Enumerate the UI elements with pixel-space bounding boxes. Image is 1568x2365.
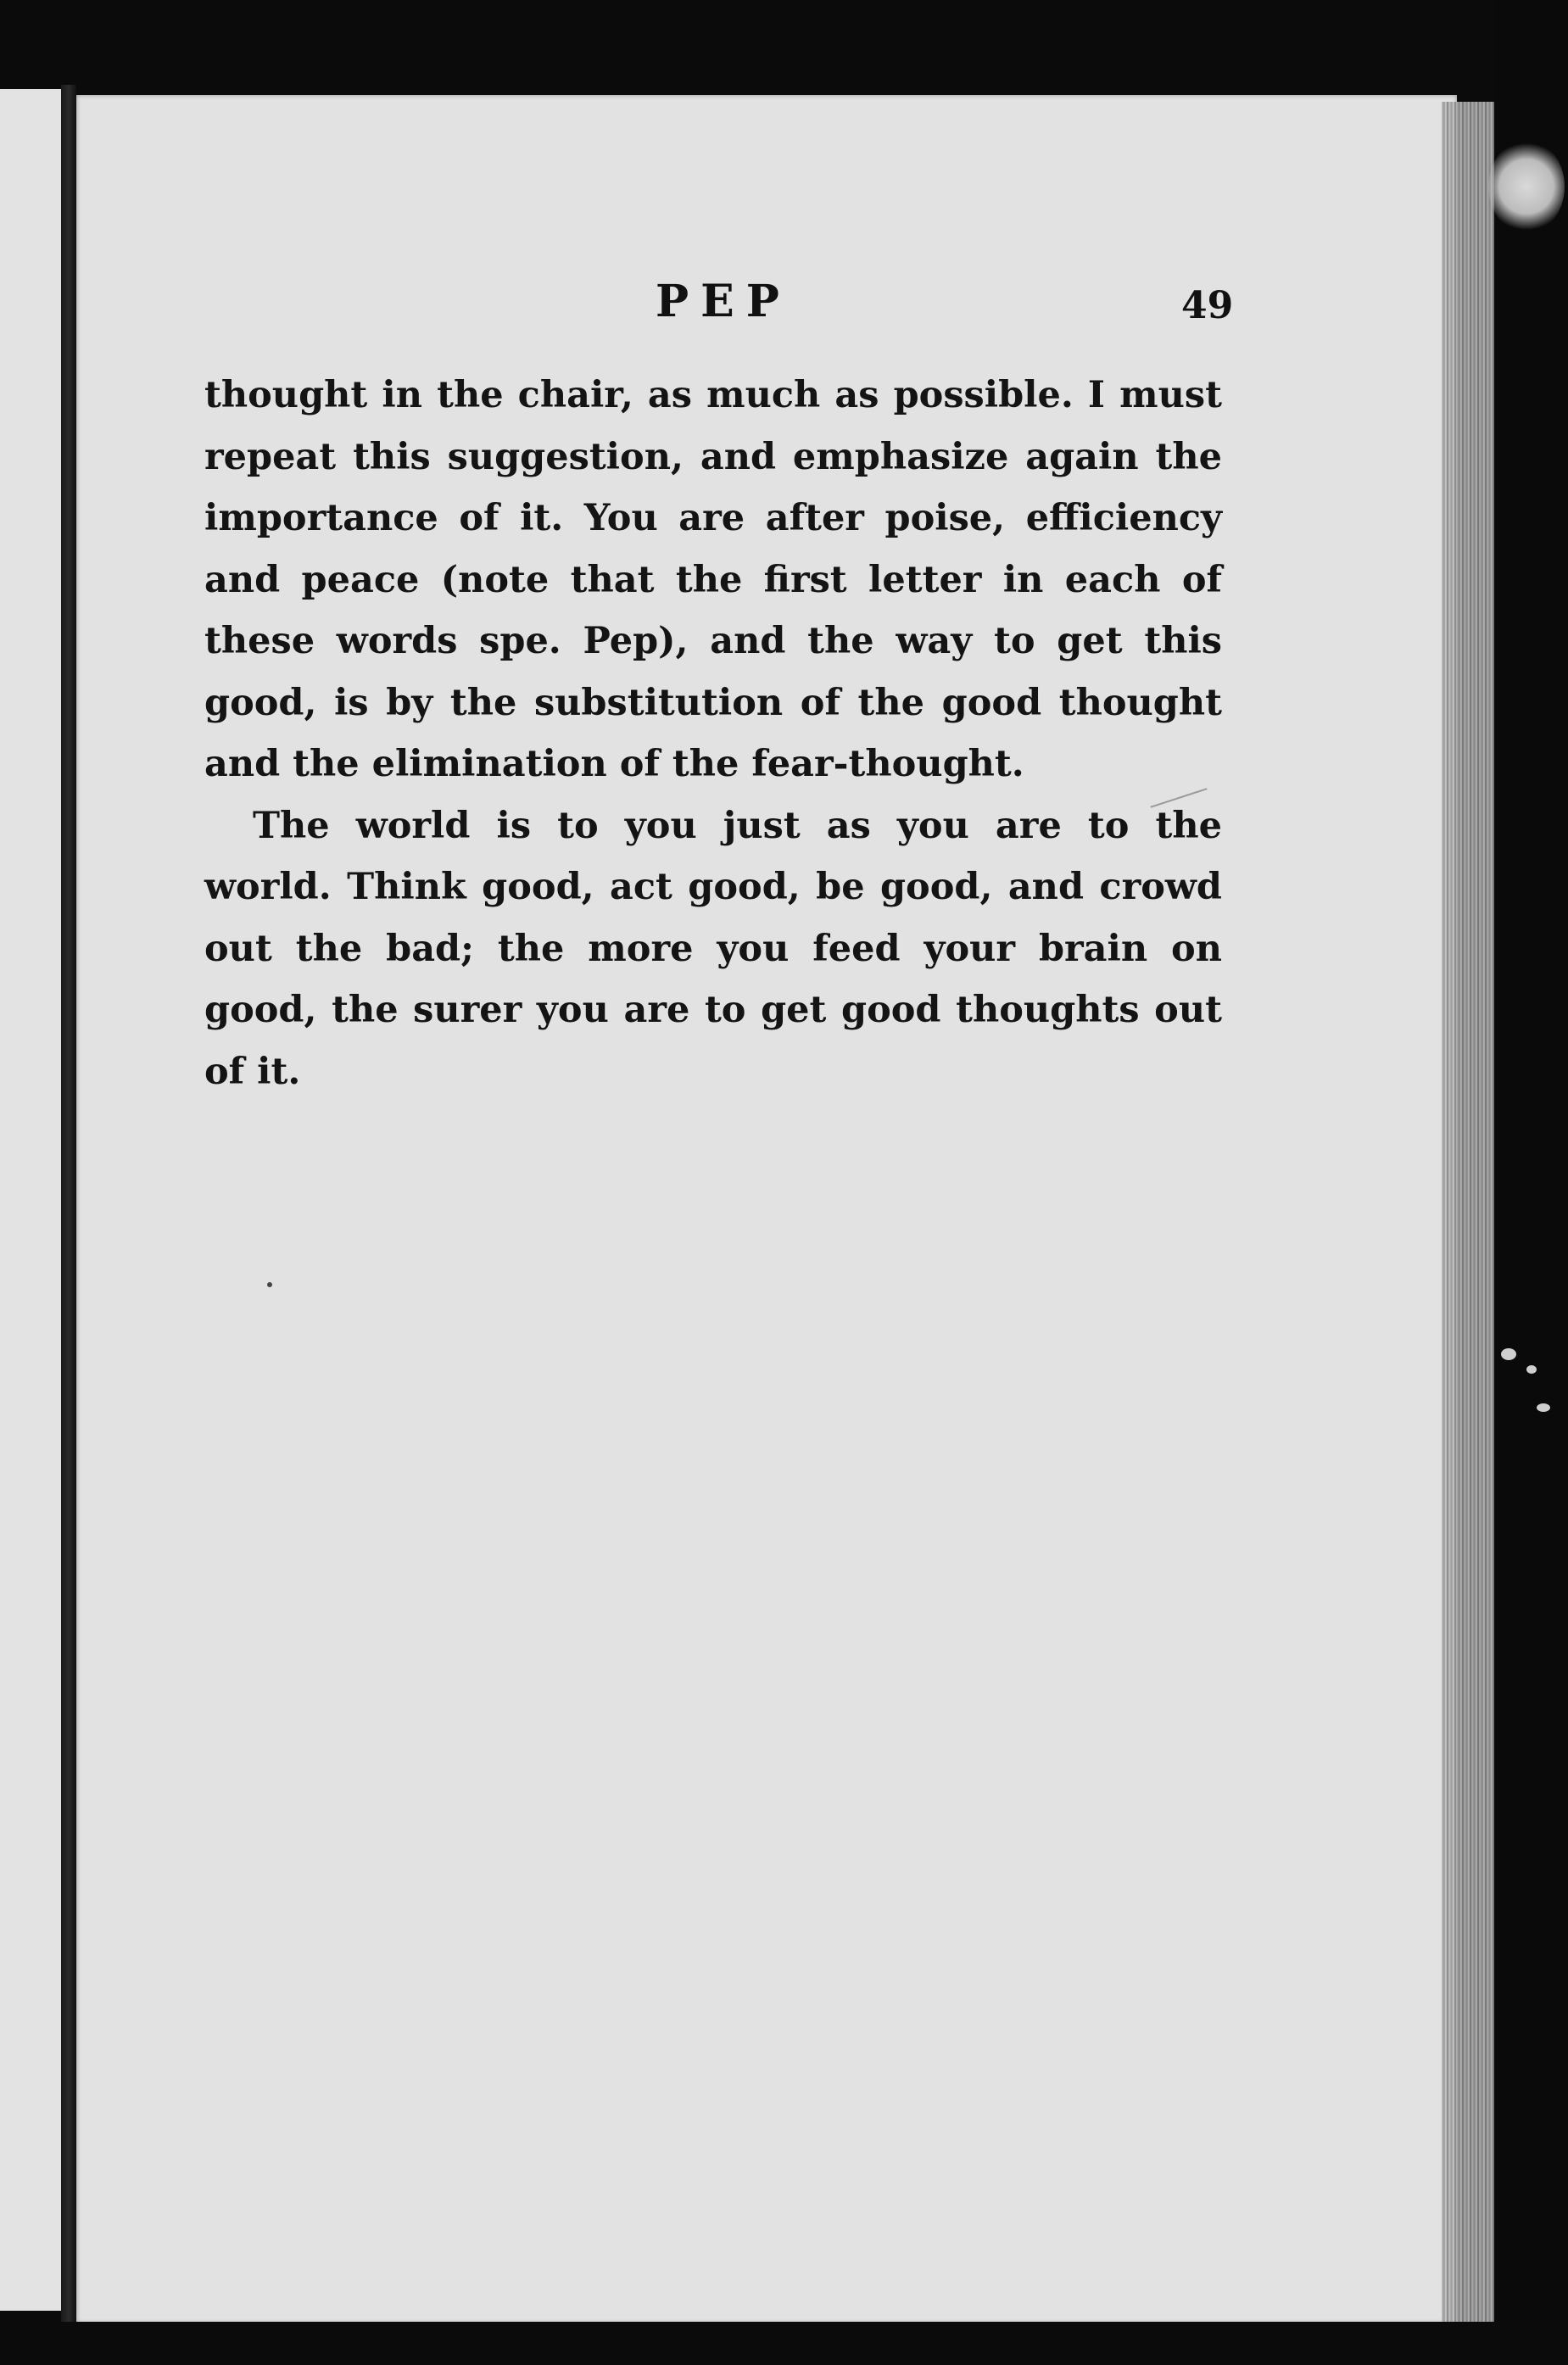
scan-background-right — [1494, 0, 1568, 2365]
page-edge-binding — [1442, 102, 1494, 2349]
paper-smudge — [1488, 140, 1565, 233]
page-number: 49 — [1181, 284, 1234, 327]
running-header — [76, 276, 1264, 335]
paragraph: The world is to you just as you are to the world. Think good, act good, be good, and crowd out the bad; the more you feed your brain on good, the surer you are to get good thoughts out of it. — [204, 804, 1222, 1093]
paper-speck — [1537, 1403, 1550, 1412]
running-head-title: PEP — [656, 276, 791, 327]
scan-background-bottom — [0, 2322, 1568, 2365]
previous-page-edge — [0, 89, 64, 2311]
print-artifact — [267, 1282, 272, 1287]
paragraph: thought in the chair, as much as possible. I must repeat this suggestion, and emphasize again the importance of it. You are after poise, efficiency and peace (note that the first letter in each of these words spe. Pep), and the way to get this good, is by the substitution of the good thought and the elimination of the fear-thought. — [204, 374, 1222, 785]
book-gutter — [61, 85, 76, 2323]
paper-speck — [1526, 1365, 1537, 1374]
paper-speck — [1501, 1348, 1516, 1360]
body-text — [204, 365, 1222, 1102]
